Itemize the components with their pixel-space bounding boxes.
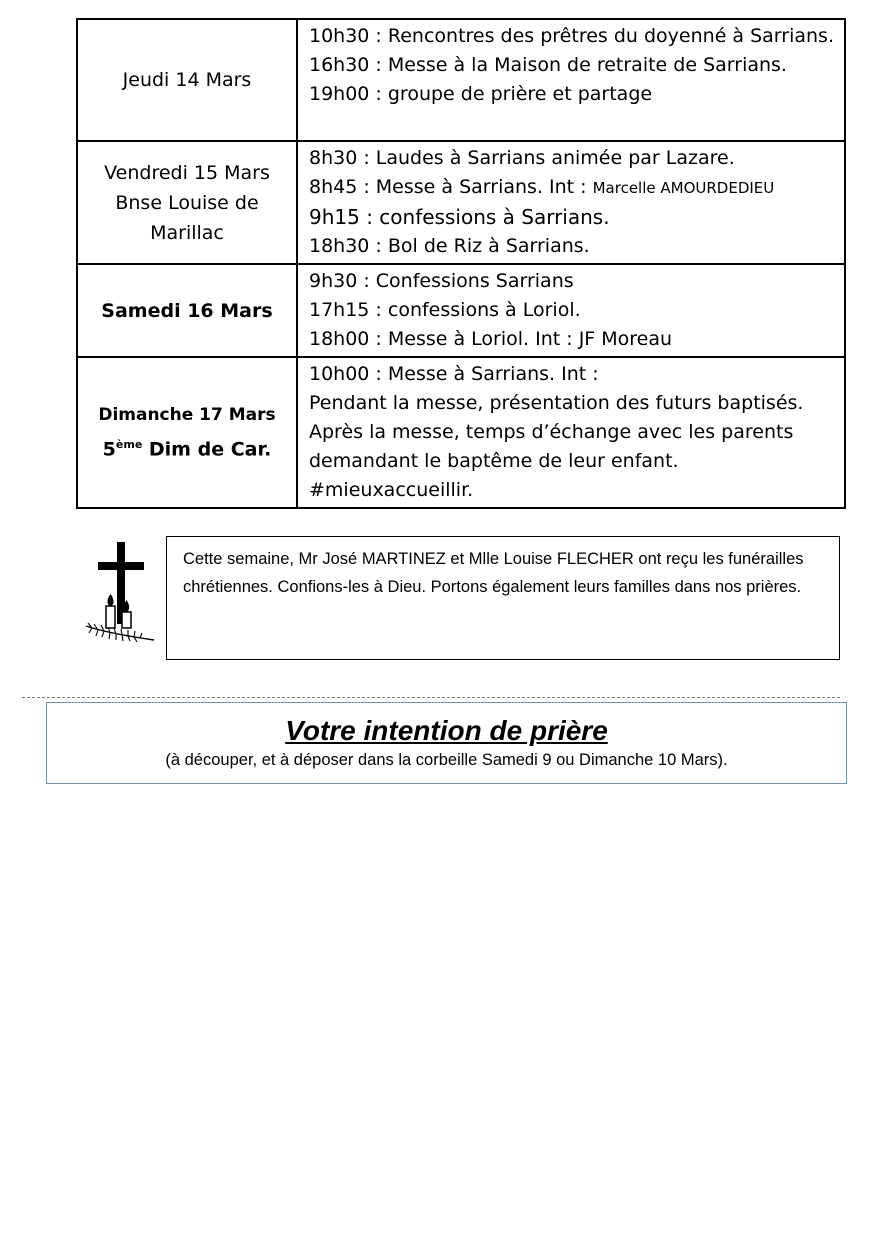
weekly-schedule-table: [76, 18, 846, 509]
day-cell: [77, 357, 297, 508]
event-line: 9h30 : Confessions Sarrians: [309, 270, 574, 292]
intention-name: Marcelle AMOURDEDIEU: [592, 179, 775, 197]
events-cell: [297, 357, 845, 508]
prayer-intention-box: [46, 702, 847, 784]
events-cell: [297, 264, 845, 357]
event-line: Après la messe, temps d’échange avec les parents demandant le baptême de leur enfant.: [309, 421, 794, 472]
event-line: 10h30 : Rencontres des prêtres du doyenné à Sarrians.: [309, 25, 834, 47]
schedule-row-saturday: [77, 264, 845, 357]
schedule-row-friday: [77, 141, 845, 264]
event-line: 17h15 : confessions à Loriol.: [309, 299, 581, 321]
prayer-intention-title: Votre intention de prière: [285, 715, 608, 746]
day-label: Samedi 16 Mars: [101, 299, 273, 322]
day-label: Jeudi 14 Mars: [122, 69, 252, 91]
events-cell: [297, 19, 845, 141]
event-line: 8h30 : Laudes à Sarrians animée par Lazare.: [309, 147, 735, 169]
day-cell: [77, 141, 297, 264]
cut-line-divider: [22, 697, 840, 698]
funeral-notice-text: Cette semaine, Mr José MARTINEZ et Mlle Louise FLECHER ont reçu les funérailles chrétiennes. Confions-les à Dieu. Portons également leurs familles dans nos prières.: [183, 550, 804, 596]
event-line: 9h15 : confessions à Sarrians.: [309, 205, 610, 229]
event-line: 19h00 : groupe de prière et partage: [309, 83, 653, 105]
cross-candles-palm-icon: [84, 540, 162, 652]
event-line: #mieuxaccueillir.: [309, 479, 474, 501]
event-line: 10h00 : Messe à Sarrians. Int :: [309, 363, 599, 385]
schedule-row-sunday: [77, 357, 845, 508]
day-feast-line: Bnse Louise de: [115, 191, 259, 214]
funeral-notice-box: [166, 536, 840, 660]
sunday-label: Dim de Car.: [142, 438, 272, 461]
day-label: Vendredi 15 Mars: [104, 161, 270, 184]
event-line: 18h30 : Bol de Riz à Sarrians.: [309, 235, 590, 257]
day-cell: [77, 264, 297, 357]
day-label: Dimanche 17 Mars: [98, 405, 276, 426]
sunday-number: 5: [102, 438, 116, 461]
day-cell: [77, 19, 297, 141]
schedule-row-thursday: [77, 19, 845, 141]
event-line: 16h30 : Messe à la Maison de retraite de Sarrians.: [309, 54, 787, 76]
events-cell: [297, 141, 845, 264]
event-text: 8h45 : Messe à Sarrians. Int :: [309, 176, 587, 198]
prayer-intention-instructions: (à découper, et à déposer dans la corbeille Samedi 9 ou Dimanche 10 Mars).: [165, 751, 728, 769]
ordinal-suffix: ème: [115, 438, 143, 452]
event-line: Pendant la messe, présentation des futurs baptisés.: [309, 392, 804, 414]
event-line: 18h00 : Messe à Loriol. Int : JF Moreau: [309, 328, 673, 350]
day-liturgical-line: [78, 430, 296, 464]
day-feast-line: Marillac: [150, 221, 224, 244]
event-line: [309, 173, 834, 203]
